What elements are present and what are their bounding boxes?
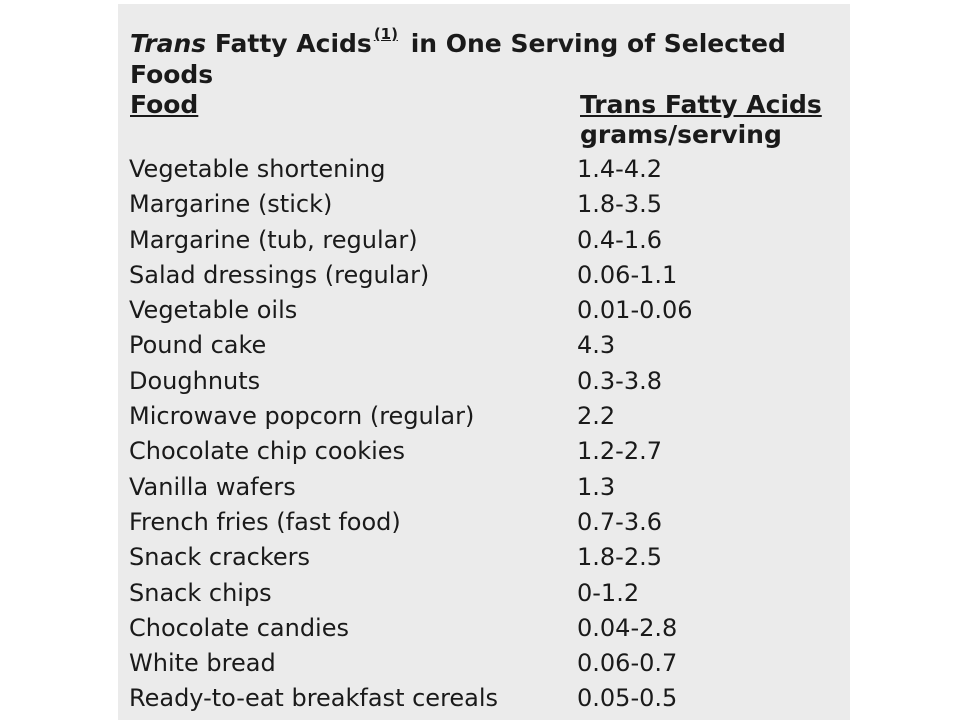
title-text: Fatty Acids <box>214 29 372 58</box>
food-name: Microwave popcorn (regular) <box>129 402 475 431</box>
food-name: Snack crackers <box>129 543 311 572</box>
table-row <box>118 505 850 540</box>
table-row <box>118 646 850 681</box>
table-row <box>118 258 850 293</box>
table-row <box>118 328 850 363</box>
food-name: Vanilla wafers <box>129 472 296 501</box>
food-name: Snack chips <box>129 578 272 607</box>
title-italic-word: Trans <box>130 29 207 58</box>
trans-fat-value: 0.06-0.7 <box>577 649 678 678</box>
food-name: Vegetable shortening <box>129 155 386 183</box>
table-row <box>118 364 850 399</box>
column-header-line1: Trans Fatty Acids <box>580 90 822 119</box>
trans-fat-value: 1.2-2.7 <box>577 437 662 466</box>
footnote-marker: (1) <box>373 25 398 43</box>
trans-fat-value: 2.2 <box>577 402 616 431</box>
trans-fat-value: 0.01-0.06 <box>577 296 693 325</box>
table-row <box>118 434 850 469</box>
column-header-trans-fatty-acids <box>580 90 822 150</box>
trans-fat-value: 0.06-1.1 <box>577 260 678 289</box>
trans-fat-value: 4.3 <box>577 331 616 360</box>
table-row <box>118 152 850 187</box>
food-name: White bread <box>129 649 276 678</box>
column-header-food: Food <box>130 90 199 119</box>
trans-fat-value: 0.05-0.5 <box>577 684 678 713</box>
food-name: Doughnuts <box>129 366 261 395</box>
table-row <box>118 611 850 646</box>
food-name: French fries (fast food) <box>129 507 401 536</box>
trans-fat-value: 0-1.2 <box>577 578 640 607</box>
table-body <box>118 152 850 717</box>
table-row <box>118 540 850 575</box>
trans-fat-value: 0.7-3.6 <box>577 507 662 536</box>
table-row <box>118 399 850 434</box>
table-row <box>118 293 850 328</box>
trans-fat-value: 1.8-3.5 <box>577 190 662 219</box>
table-row <box>118 187 850 222</box>
scanned-table-page <box>118 4 850 720</box>
food-name: Vegetable oils <box>129 296 298 325</box>
food-name: Pound cake <box>129 331 267 360</box>
title-text-end: in One Serving of Selected Foods <box>130 29 786 89</box>
table-row <box>118 470 850 505</box>
table-row <box>118 576 850 611</box>
food-name: Chocolate candies <box>129 613 349 642</box>
trans-fat-value: 0.04-2.8 <box>577 613 678 642</box>
trans-fat-value: 0.4-1.6 <box>577 225 662 254</box>
food-name: Margarine (tub, regular) <box>129 225 418 254</box>
food-name: Margarine (stick) <box>129 190 333 219</box>
trans-fat-value: 1.8-2.5 <box>577 543 662 572</box>
table-title <box>130 19 830 90</box>
column-header-line2: grams/serving <box>580 120 782 149</box>
food-name: Ready-to-eat breakfast cereals <box>129 684 499 713</box>
table-row <box>118 223 850 258</box>
trans-fat-value: 0.3-3.8 <box>577 366 662 395</box>
trans-fat-value: 1.4-4.2 <box>577 155 662 183</box>
table-row <box>118 681 850 716</box>
food-name: Salad dressings (regular) <box>129 260 430 289</box>
food-name: Chocolate chip cookies <box>129 437 406 466</box>
trans-fat-value: 1.3 <box>577 472 616 501</box>
